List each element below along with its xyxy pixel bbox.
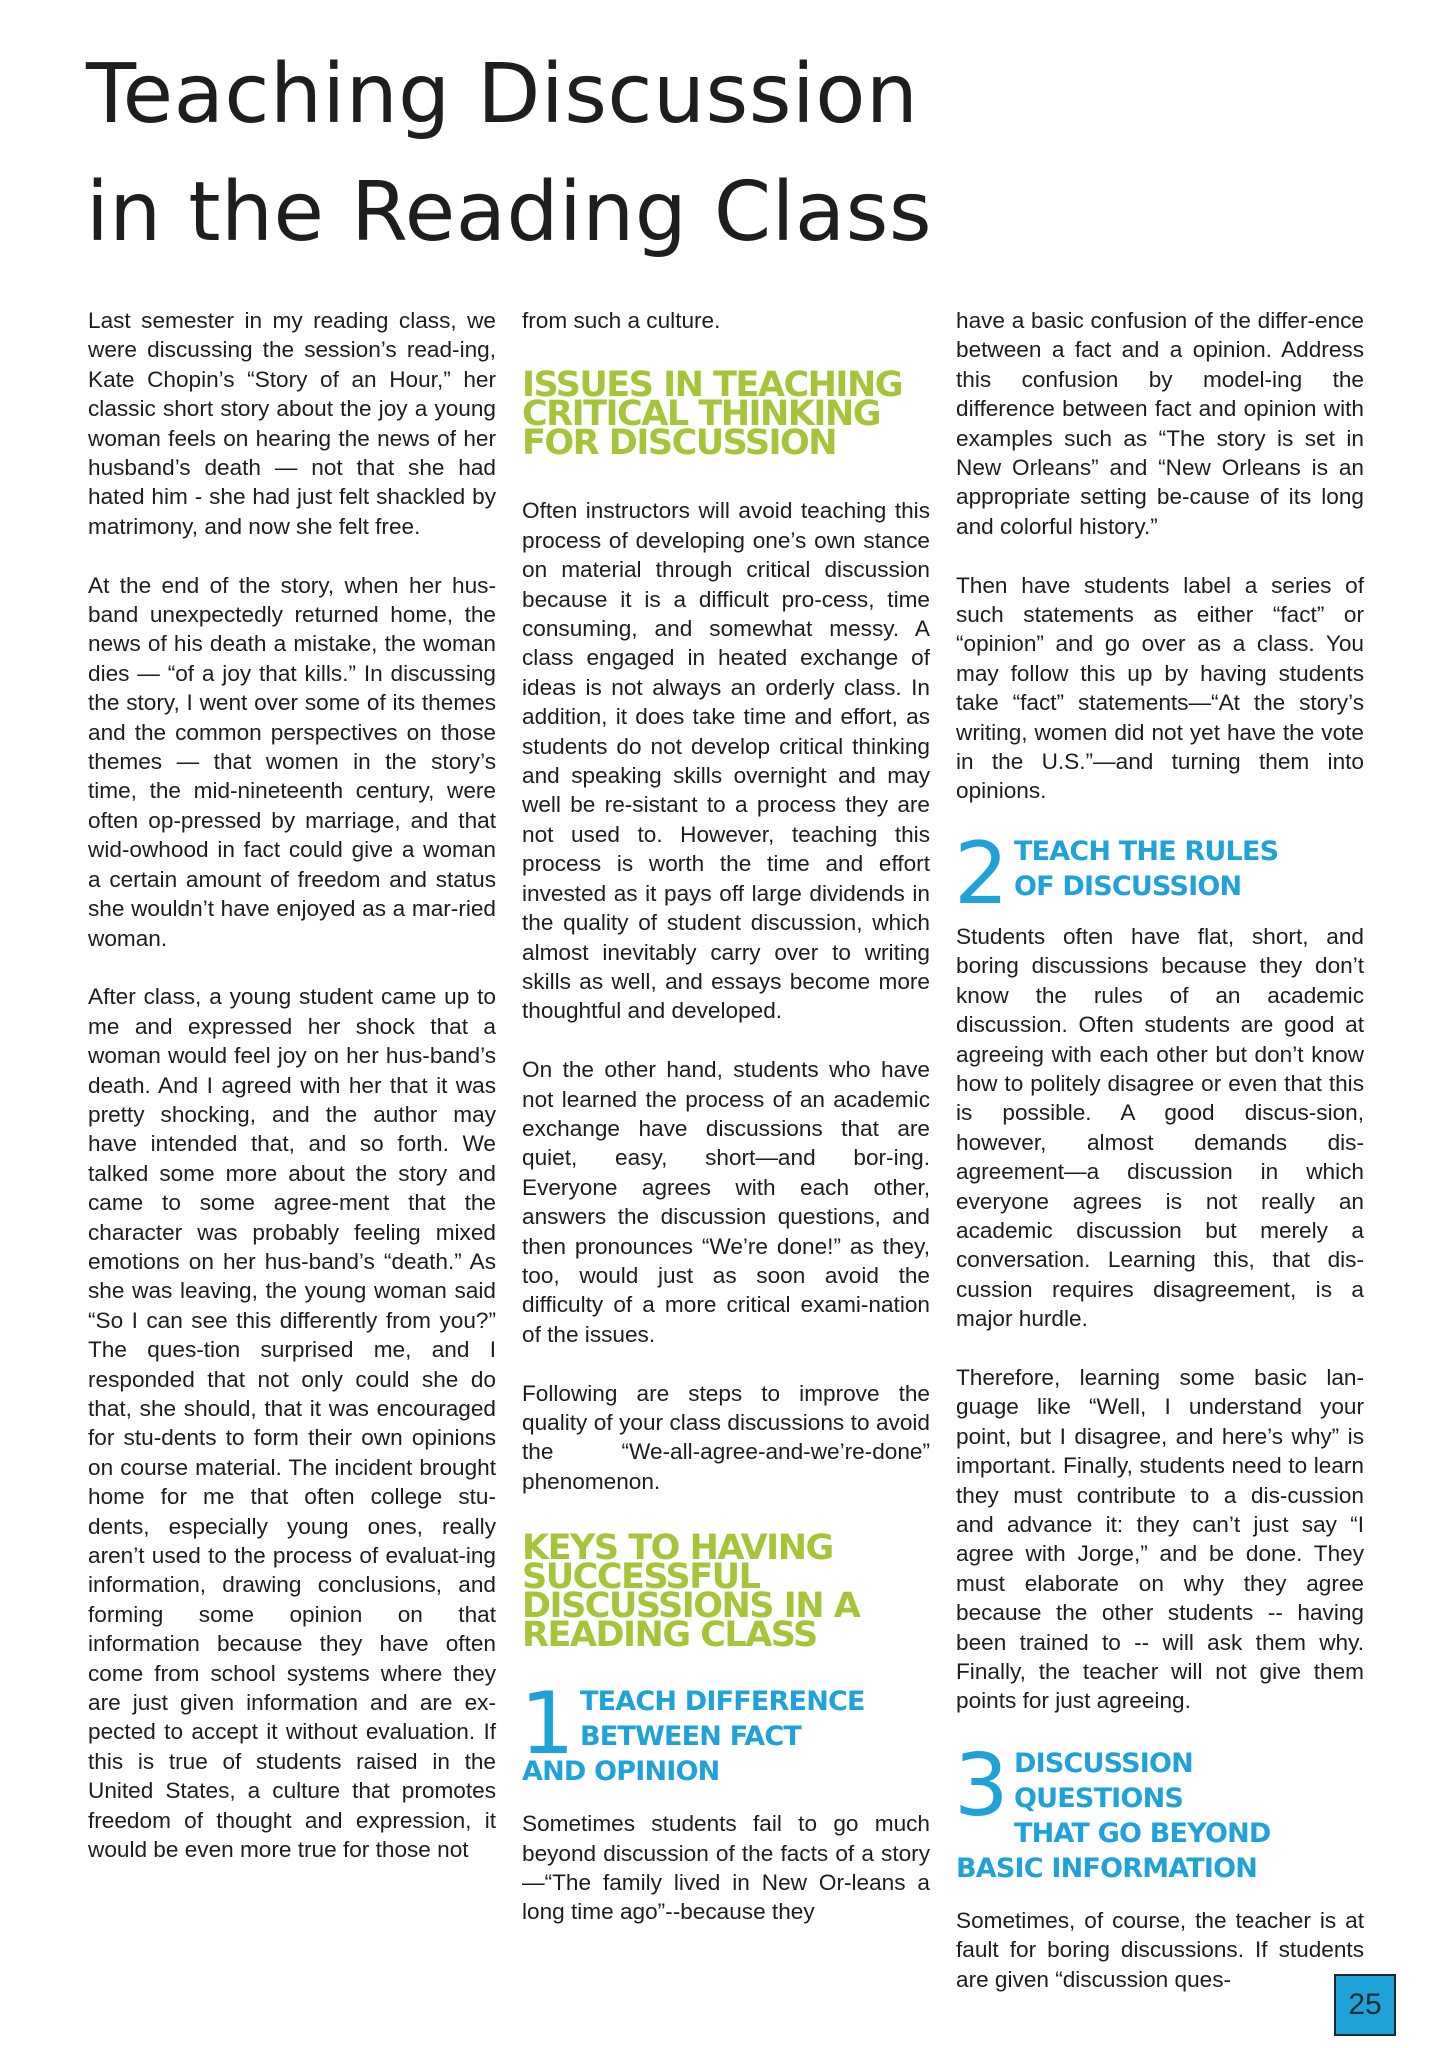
paragraph: Sometimes, of course, the teacher is at fault for boring discussions. If students are given “discussion ques- (956, 1907, 1364, 1992)
paragraph: Then have students label a series of such statements as either “fact” or “opinion” and go over as a class. You may follow this up by having students take “fact” statements—“At the story’s writing, women did not yet have the vote in the U.S.”—and turning them into opinions. (956, 572, 1364, 804)
step-title-line: DISCUSSION QUESTIONS (1014, 1747, 1193, 1814)
step-title-line: BASIC INFORMATION (956, 1852, 1258, 1884)
paragraph: have a basic confusion of the differ-ence between a fact and a opinion. Address this confusion by model-ing the difference between fact and opinion with examples such as “The story is set in New Orleans” and “New Orleans is an appropriate setting be-cause of its long and colorful history.” (956, 308, 1364, 539)
step-heading-3 (954, 1735, 1364, 1886)
title-line-1: Teaching Discussion (86, 47, 919, 142)
step-number: 1 (520, 1674, 575, 1775)
paragraph: Often instructors will avoid teaching this process of developing one’s own stance on material through critical discussion because it is a difficult pro-cess, time consuming, and somewhat messy. A class engaged in heated exchange of ideas is not always an orderly class. In addition, it does take time and effort, as students do not develop critical thinking and speaking skills overnight and may well be re-sistant to a process they are not used to. However, teaching this process is worth the time and effort invested as it pays off large dividends in the quality of student discussion, which almost inevitably carry over to writing skills as well, and essays become more thoughtful and developed. (522, 498, 930, 1024)
step-title-line: BETWEEN FACT (580, 1721, 801, 1753)
section-heading-keys (522, 1528, 930, 1656)
column-1 (88, 306, 496, 1865)
paragraph: At the end of the story, when her hus-band unexpectedly returned home, the news of his death a mistake, the woman dies — “of a joy that kills.” In discussing the story, I went over some of its themes and the common perspectives on those themes — that women in the story’s time, the mid-nineteenth century, were often op-pressed by marriage, and that wid-owhood in fact could give a woman a certain amount of freedom and status she wouldn’t have enjoyed as a mar-ried woman. (88, 572, 496, 951)
paragraph: Students often have flat, short, and boring discussions because they don’t know the rules of an academic discussion. Often students are good at agreeing with each other but don’t know how to politely disagree or even that this is possible. A good discus-sion, however, almost demands dis-agreement—a discussion in which everyone agrees is not really an academic discussion but merely a conversation. Learning this, that dis-cussion requires disagreement, is a major hurdle. (956, 923, 1364, 1332)
heading-line: READING CLASS (522, 1615, 817, 1656)
paragraph: On the other hand, students who have not learned the process of an academic exchange have discussions that are quiet, easy, short—and bor-ing. Everyone agrees with each other, answers the discussion questions, and then pronounces “We’re done!” as they, too, would just as soon avoid the difficulty of a more critical exami-nation of the issues. (522, 1057, 930, 1347)
paragraph: Therefore, learning some basic lan-guage like “Well, I understand your point, but I disagree, and here’s why” is important. Finally, students need to learn they must contribute to a dis-cussion and advance it: they can’t just say “I agree with Jorge,” and be done. They must elaborate on why they agree because the other students -- having been trained to -- will ask them why. Finally, the teacher will not give them points for just agreeing. (956, 1364, 1364, 1714)
heading-line: CRITICAL THINKING (522, 394, 880, 435)
section-heading-issues (522, 365, 930, 464)
step-title-line: OF DISCUSSION (1014, 870, 1242, 902)
title-line-2: in the Reading Class (86, 165, 933, 260)
paragraph: Sometimes students fail to go much beyond discussion of the facts of a story—“The family lived in New Or-leans a long time ago”--because they (522, 1811, 930, 1925)
step-title-line: TEACH THE RULES (1014, 835, 1279, 867)
page-title (86, 36, 1286, 272)
page-number: 25 (1334, 1974, 1396, 2036)
heading-line: SUCCESSFUL (522, 1557, 760, 1598)
step-number: 3 (954, 1735, 1009, 1836)
step-heading-2 (954, 823, 1364, 924)
step-heading-1 (520, 1674, 930, 1789)
step-title-line: AND OPINION (522, 1756, 720, 1788)
column-2 (522, 306, 930, 1927)
heading-line: KEYS TO HAVING (522, 1528, 833, 1569)
step-title-line: TEACH DIFFERENCE (580, 1686, 865, 1718)
step-title-line: THAT GO BEYOND (1014, 1817, 1271, 1849)
heading-line: DISCUSSIONS IN A (522, 1586, 860, 1627)
heading-line: ISSUES IN TEACHING (522, 365, 902, 406)
paragraph: Following are steps to improve the quality of your class discussions to avoid the “We-all-agree-and-we’re-done” phenomenon. (522, 1380, 930, 1494)
paragraph: from such a culture. (522, 308, 721, 333)
heading-line: FOR DISCUSSION (522, 423, 837, 464)
step-number: 2 (954, 823, 1009, 924)
paragraph: Last semester in my reading class, we were discussing the session’s read-ing, Kate Chopin’s “Story of an Hour,” her classic short story about the joy a young woman feels on hearing the news of her husband’s death — not that she had hated him - she had just felt shackled by matrimony, and now she felt free. (88, 308, 496, 539)
paragraph: After class, a young student came up to me and expressed her shock that a woman would feel joy on her hus-band’s death. And I agreed with her that it was pretty shocking, and the author may have intended that, and so forth. We talked some more about the story and came to some agree-ment that the character was probably feeling mixed emotions on her hus-band’s “death.” As she was leaving, the young woman said “So I can see this differently from you?” The ques-tion surprised me, and I responded that not only could she do that, she should, that it was encouraged for stu-dents to form their own opinions on course material. The incident brought home for me that often college stu-dents, especially young ones, really aren’t used to the process of evaluat-ing information, drawing conclusions, and forming some opinion on that information because they have often come from school systems where they are just given information and are ex-pected to accept it without evaluation. If this is true of students raised in the United States, a culture that promotes freedom of thought and expression, it would be even more true for those not (88, 984, 496, 1863)
column-3 (956, 306, 1364, 1994)
